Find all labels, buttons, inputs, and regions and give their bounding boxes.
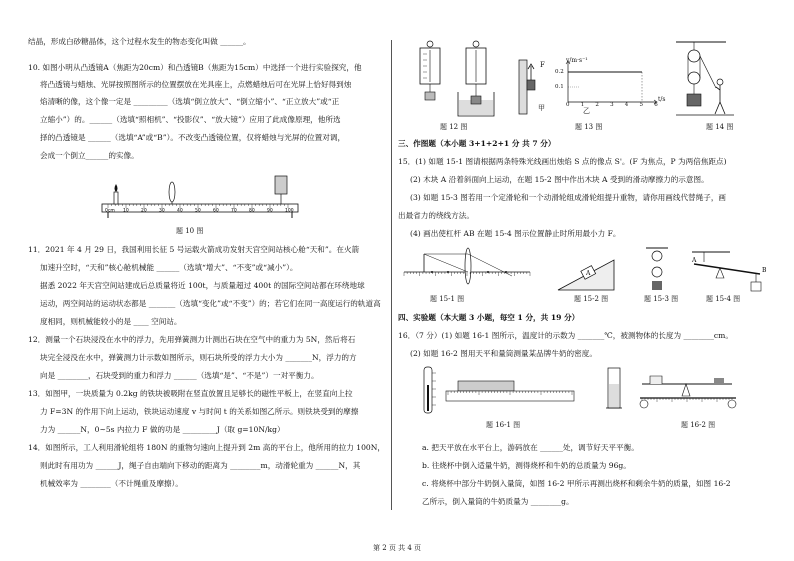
label-yi: 乙 [583, 107, 590, 115]
q13-line3: 力为 ______N，0~5s 内拉力 F 做的功是 _________J（取 g=10N/kg） [40, 425, 285, 434]
q15-line4: 出最省力的绕线方法。 [398, 211, 474, 220]
ruler-tick-label: 60 [213, 208, 219, 214]
ruler-tick-label: 10 [123, 208, 129, 214]
q15-line3: (3) 如题 15-3 图若用一个定滑轮和一个动滑轮组成滑轮组提升重物，请你用画线代替绳子，画 [410, 193, 727, 202]
graph-ylabel: v/m·s⁻¹ [566, 57, 588, 64]
q15-line1: 15．(1) 如题 15-1 图请根据两条特殊光线画出烛焰 S 点的像点 S'。(F 为焦点，P 为两倍焦距点) [398, 157, 727, 166]
thermometer-ruler-figure [418, 365, 578, 415]
q10-line5: 择的凸透镜是 ______（选填“A”或“B”）。不改变凸透镜位置，仅将蜡烛与光屏的位置对调， [40, 133, 346, 142]
q14-line1: 14．如图所示，工人利用滑轮组将 180N 的重物匀速向上提升到 2m 高的平台上，他所用的拉力 100N， [28, 443, 386, 452]
section4-heading: 四、实验题（本大题 3 小题，每空 1 分，共 19 分） [398, 313, 580, 322]
graph-xtick: 2 [595, 102, 599, 108]
graph-xtick: 1 [580, 102, 585, 108]
q16-c2: 乙所示，倒入量筒的牛奶质量为 ________g。 [422, 497, 574, 506]
q13-line2: 力 F=3N 的作用下向上运动，铁块运动速度 v 与时间 t 的关系如图乙所示。则铁块受到的摩擦 [40, 407, 359, 416]
q11-line5: 度相同，则机械能较小的是 ____ 空间站。 [40, 317, 182, 326]
q15-line2: (2) 木块 A 沿着斜面向上运动，在题 15-2 图中作出木块 A 受到的滑动摩擦力的示意图。 [410, 175, 709, 184]
q15-line5: (4) 画出使杠杆 AB 在题 15-4 图示位置静止时所用最小力 F。 [410, 229, 621, 238]
lens-ray-figure [402, 246, 532, 292]
ruler-tick-label: 70 [231, 208, 237, 214]
force-f-label: F [540, 61, 545, 69]
q11-line1: 11．2021 年 4 月 29 日，我国利用长征 5 号运载火箭成功发射天宫空间站核心舱“天和”。在火箭 [28, 245, 360, 254]
fig13-caption: 题 13 图 [575, 123, 603, 131]
q14-line3: 机械效率为 ________（不计绳重及摩擦）。 [40, 479, 183, 488]
q11-line2: 加速升空时，“天和”核心舱机械能 ______（选填“增大”、“不变”或“减小”）。 [40, 263, 298, 272]
graph-xtick: 6 [654, 102, 658, 108]
q12-line1: 12．测量一个石块浸没在水中的浮力，先用弹簧测力计测出石块在空气中的重力为 5N，然后将石 [28, 335, 356, 344]
label-jia: 甲 [538, 104, 545, 112]
fig15-3-caption: 题 15-3 图 [644, 295, 679, 303]
fig15-2-caption: 题 15-2 图 [574, 295, 609, 303]
ruler-tick-label: 20 [141, 208, 147, 214]
fig16-1-caption: 题 16-1 图 [486, 421, 521, 429]
line-l1: 结晶，形成白砂糖晶体，这个过程水发生的物态变化叫做 ______。 [28, 37, 251, 46]
q13-line1: 13．如图甲，一块质量为 0.2kg 的铁块被吸附在竖直放置且足够长的磁性平板上，在竖直向上拉 [28, 389, 353, 398]
q10-line1: 10. 如图小明从凸透镜A（焦距为20cm）和凸透镜B（焦距为15cm）中选择一个进行实验探究，他 [28, 63, 362, 72]
fig14-caption: 题 14 图 [706, 123, 734, 131]
graph-xtick: 3 [610, 102, 614, 108]
fig12-caption: 题 12 图 [440, 123, 468, 131]
ruler-tick-label: 50 [195, 208, 201, 214]
ruler-tick-label: 90 [267, 208, 273, 214]
graph-xlabel: t/s [658, 96, 666, 103]
q16-a: a. 把天平放在水平台上，游码放在 ______处，调节好天平平衡。 [422, 443, 639, 452]
q11-line4: 运动，两空间站的运动状态都是 _______（选填“变化”或“不变”）的；若它们在同一高度运行的轨道高 [40, 299, 381, 308]
graph-ytick-0: 0.2 [555, 69, 564, 75]
q14-line2: 则此时有用功为 ______J，绳子自由端向下移动的距离为 ________m，动滑轮重为 ______N，其 [40, 461, 361, 470]
fig10-caption: 题 10 图 [176, 227, 204, 235]
q10-line6: 会成一个倒立______的实像。 [40, 151, 139, 160]
balance-cylinder-figure [602, 362, 762, 416]
ruler-tick-label: 40 [177, 208, 183, 214]
graph-xtick: 0 [566, 102, 570, 108]
ruler-tick-label: 80 [249, 208, 255, 214]
column-divider [391, 40, 392, 510]
q16-line2: (2) 如题 16-2 图用天平和量筒测量某品牌牛奶的密度。 [410, 349, 597, 358]
spring-scale-figure [408, 40, 508, 120]
q11-line3: 据悉 2022 年天宫空间站建成后总质量将近 100t，与质量超过 400t 的国际空间站都在环绕地球 [40, 281, 365, 290]
q10-line3: 焰清晰的像，这个像一定是 _________（选填“倒立放大”、“倒立缩小”、“正立放大”或“正 [40, 97, 340, 106]
fig16-2-caption: 题 16-2 图 [681, 421, 716, 429]
svg-text:A: A [586, 270, 591, 277]
graph-xtick: 4 [624, 102, 629, 108]
fig15-1-caption: 题 15-1 图 [430, 295, 465, 303]
q16-c1: c. 将烧杯中部分牛奶倒入量筒，如图 16-2 甲所示再测出烧杯和剩余牛奶的质量，如图 16-2 [422, 479, 731, 488]
q16-line1: 16．（7 分）(1) 如题 16-1 图所示，温度计的示数为 _______℃，被测物体的长度为 ________cm。 [398, 331, 733, 340]
incline-block-figure [556, 256, 618, 292]
section3-heading: 三、作图题（本小题 3+1+2+1 分 共 7 分） [398, 139, 556, 148]
svg-text:A: A [692, 257, 697, 264]
ruler-tick-label: 0cm [105, 208, 115, 214]
q16-b: b. 往烧杯中倒入适量牛奶，测得烧杯和牛奶的总质量为 96g。 [422, 461, 631, 470]
ruler-tick-label: 30 [159, 208, 165, 214]
graph-ytick-1: 0.1 [555, 84, 564, 90]
optical-bench-figure [100, 170, 300, 220]
ruler-tick-label: 100 [285, 208, 294, 214]
fig15-4-caption: 题 15-4 图 [706, 295, 741, 303]
q12-line3: 向是 ________，石块受到的重力和浮力 ______（选填“是”、“不是”）一对平衡力。 [40, 371, 319, 380]
magnet-plate-figure [515, 58, 555, 118]
page-footer: 第 2 页 共 4 页 [372, 544, 422, 552]
svg-text:B: B [762, 267, 767, 274]
lever-figure [690, 250, 770, 294]
q12-line2: 块完全浸没在水中，弹簧测力计示数如图所示，则石块所受的浮力大小为 _______N，浮力的方 [40, 353, 357, 362]
q10-line4: 立缩小”）的。______（选填“照相机”、“投影仪”、“放大镜”）应用了此成像原理，他所选 [40, 115, 341, 124]
velocity-time-graph [560, 58, 660, 108]
pulley-worker-figure [676, 40, 736, 120]
graph-xtick: 5 [639, 102, 643, 108]
q10-line2: 将凸透镜与蜡烛、光屏按照图所示的位置摆放在光具座上，点燃蜡烛后可在光屏上恰好得到烛 [40, 80, 352, 89]
pulley-set-figure [646, 246, 668, 292]
